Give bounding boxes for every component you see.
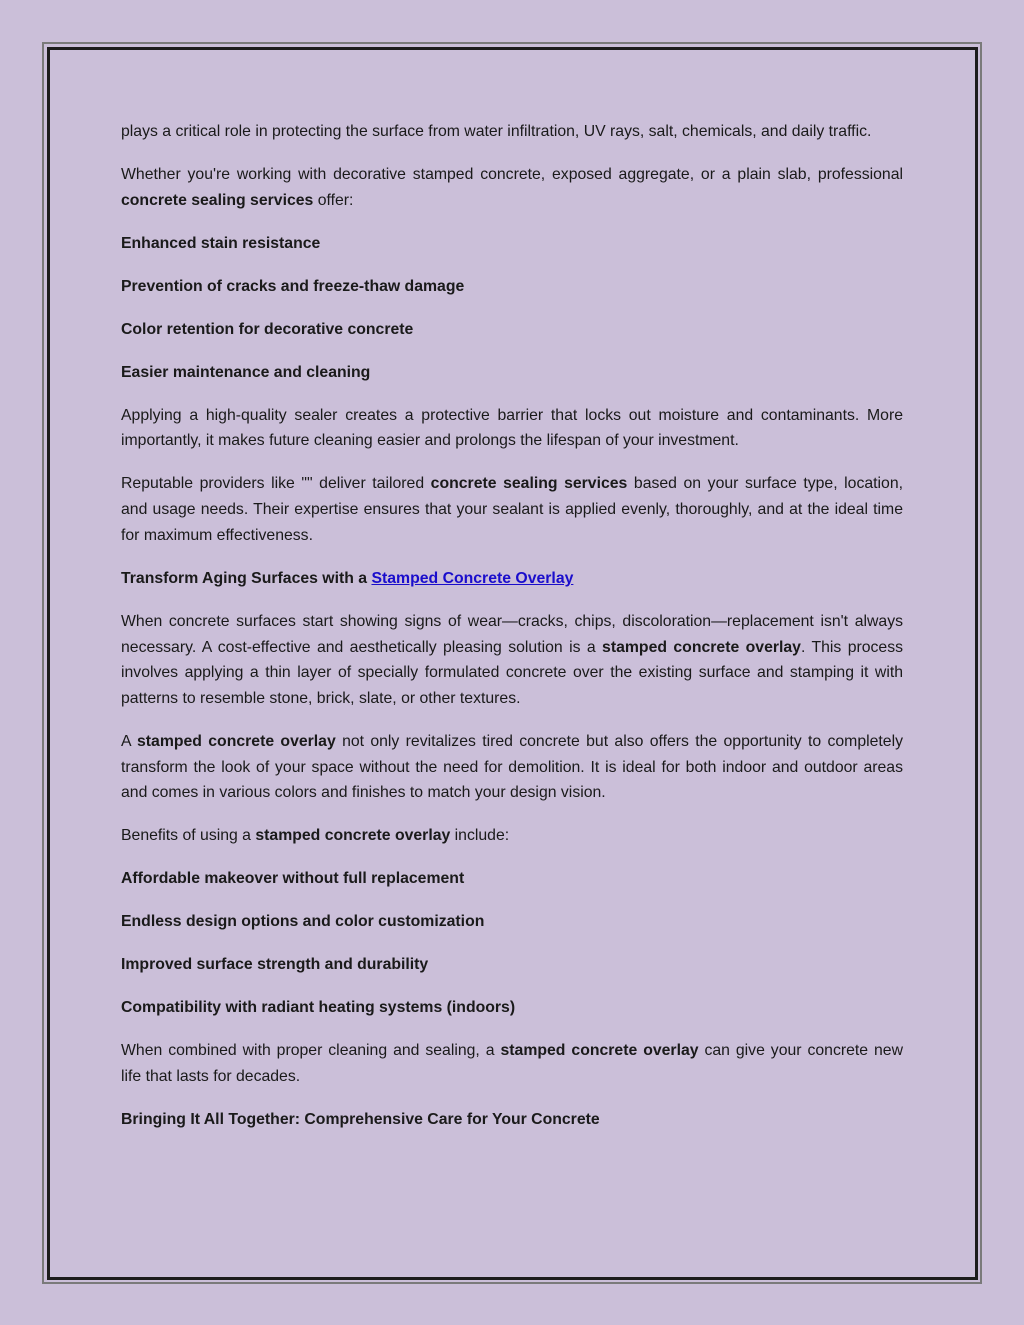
section-heading-comprehensive-care: Bringing It All Together: Comprehensive Care for Your Concrete (121, 1111, 600, 1129)
benefit-item: Compatibility with radiant heating systems (indoors) (121, 999, 516, 1017)
bold-term: stamped concrete overlay (136, 732, 336, 750)
bold-term: stamped concrete overlay (500, 1042, 699, 1060)
section-heading-overlay: Transform Aging Surfaces with a Stamped Concrete Overlay (121, 569, 574, 587)
bold-term: stamped concrete overlay (255, 827, 451, 845)
bold-term: concrete sealing services (121, 191, 314, 209)
benefit-item: Improved surface strength and durability (121, 956, 429, 974)
stamped-concrete-overlay-link[interactable]: Stamped Concrete Overlay (371, 569, 574, 587)
document-body (121, 119, 903, 1150)
benefit-item: Enhanced stain resistance (121, 234, 321, 252)
paragraph-overlay-intro: When concrete surfaces start showing signs of wear—cracks, chips, discoloration—replacement isn't always necessary. A cost-effective and aesthetically pleasing solution is a stamped concrete overlay. This process involves applying a thin layer of specially formulated concrete over the existing surface and stamping it with patterns to resemble stone, brick, slate, or other textures. (121, 612, 904, 707)
paragraph-sealing-services-intro: Whether you're working with decorative stamped concrete, exposed aggregate, or a plain slab, professional concrete sealing services offer: (121, 166, 903, 209)
paragraph-reputable-providers: Reputable providers like "" deliver tailored concrete sealing services based on your surface type, location, and usage needs. Their expertise ensures that your sealant is applied evenly, thoroughly, and at the ideal time for maximum effectiveness. (121, 475, 903, 544)
benefit-item: Color retention for decorative concrete (121, 320, 414, 338)
benefit-item: Endless design options and color customization (121, 913, 485, 931)
bold-term: stamped concrete overlay (602, 638, 801, 656)
benefit-item: Prevention of cracks and freeze-thaw damage (121, 277, 465, 295)
bold-term: concrete sealing services (430, 475, 628, 493)
paragraph-overlay-benefits-intro: Benefits of using a stamped concrete overlay include: (121, 827, 510, 845)
paragraph-sealer-barrier: Applying a high-quality sealer creates a protective barrier that locks out moisture and contaminants. More importantly, it makes future cleaning easier and prolongs the lifespan of your investment. (121, 406, 903, 450)
paragraph-sealing-protection: plays a critical role in protecting the surface from water infiltration, UV rays, salt, chemicals, and daily traffic. (121, 123, 872, 140)
benefit-item: Affordable makeover without full replacement (121, 870, 465, 888)
paragraph-combined-care: When combined with proper cleaning and sealing, a stamped concrete overlay can give your concrete new life that lasts for decades. (121, 1042, 903, 1086)
benefit-item: Easier maintenance and cleaning (121, 363, 371, 381)
paragraph-overlay-revitalize: A stamped concrete overlay not only revitalizes tired concrete but also offers the opportunity to completely transform the look of your space without the need for demolition. It is ideal for both indoor and outdoor areas and comes in various colors and finishes to match your design vision. (121, 732, 903, 802)
